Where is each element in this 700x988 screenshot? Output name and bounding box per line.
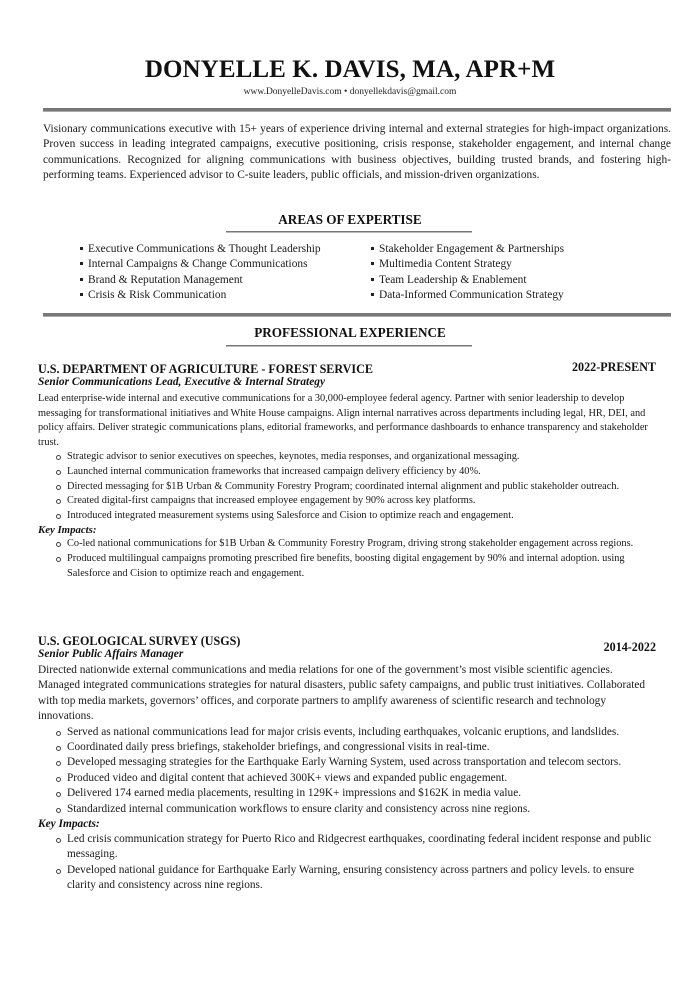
header-divider	[43, 108, 671, 112]
bullet-text: Led crisis communication strategy for Puerto Rico and Ridgecrest earthquakes, coordinating federal incident response and public messaging.	[67, 833, 652, 861]
employer-name: U.S. GEOLOGICAL SURVEY (USGS)	[38, 634, 241, 648]
job-bullets	[38, 450, 656, 523]
square-bullet-icon	[371, 247, 374, 250]
expertise-item	[80, 273, 370, 288]
professional-summary: Visionary communications executive with 15+ years of experience driving internal and external strategies for high-impact organizations. Proven success in leading integrated campaigns, executive positioning, crisis response, stakeholder engagement, and internal change communications. Recognized for aligning communications with business objectives, building trusted brands, and fostering high-performing teams. Experienced advisor to C-suite leaders, public officials, and mission-driven organizations.	[43, 123, 671, 182]
bullet-text: Launched internal communication frameworks that increased campaign delivery efficiency by 40%.	[67, 465, 481, 477]
expertise-item-label: Crisis & Risk Communication	[88, 289, 227, 302]
bullet-text: Strategic advisor to senior executives on speeches, keynotes, media responses, and organizational messaging.	[67, 451, 520, 463]
bullet-text: Standardized internal communication workflows to ensure clarity and consistency across nine regions.	[67, 802, 531, 815]
impact-bullet	[67, 863, 656, 894]
job-title: Senior Public Affairs Manager	[38, 648, 184, 660]
experience-heading-underline	[226, 345, 472, 347]
experience-heading: PROFESSIONAL EXPERIENCE	[254, 325, 446, 340]
circle-bullet-icon	[56, 542, 61, 547]
job-entry	[38, 360, 656, 581]
job-bullet	[67, 725, 656, 740]
job-bullet	[67, 786, 656, 801]
impact-bullet	[67, 537, 656, 552]
expertise-item-label: Executive Communications & Thought Leadership	[88, 243, 321, 255]
job-description: Directed nationwide external communications and media relations for one of the government’s most visible scientific agencies. Managed integrated communications strategies for natural disasters, public safety campaigns, and public trust initiatives. Collaborated with top media markets, governors’ offices, and corporate partners to amplify awareness of scientific research and technology innovations.	[38, 664, 646, 723]
circle-bullet-icon	[56, 777, 61, 782]
circle-bullet-icon	[56, 792, 61, 797]
job-bullet	[67, 509, 656, 524]
job-bullet	[67, 755, 656, 770]
job-dates: 2014-2022	[603, 640, 656, 654]
circle-bullet-icon	[56, 514, 61, 519]
job-bullet	[67, 740, 656, 755]
expertise-item-label: Multimedia Content Strategy	[379, 258, 512, 271]
expertise-divider	[43, 313, 671, 317]
circle-bullet-icon	[56, 557, 61, 562]
circle-bullet-icon	[56, 470, 61, 475]
expertise-item-label: Internal Campaigns & Change Communications	[88, 258, 308, 271]
bullet-text: Produced multilingual campaigns promoting prescribed fire benefits, boosting digital engagement by 90% and internal adoption. using Salesforce and Cision to optimize reach and engagement.	[67, 552, 625, 579]
expertise-item-label: Brand & Reputation Management	[88, 273, 243, 286]
circle-bullet-icon	[56, 746, 61, 751]
job-entry	[38, 632, 656, 894]
bullet-text: Developed messaging strategies for the Earthquake Early Warning System, used across transportation and telecom sectors.	[67, 756, 622, 769]
job-bullet	[67, 494, 656, 509]
job-title: Senior Communications Lead, Executive & Internal Strategy	[38, 376, 326, 388]
bullet-text: Created digital-first campaigns that increased employee engagement by 90% across key platforms.	[67, 495, 476, 507]
expertise-heading-underline	[226, 231, 472, 233]
expertise-item	[80, 257, 370, 272]
job-description: Lead enterprise-wide internal and executive communications for a 30,000-employee federal agency. Partner with senior leadership to develop messaging for transformational initiatives and White House campaigns. Align internal narratives across departments including legal, HR, DEI, and policy affairs. Deliver strategic communications plans, editorial frameworks, and performance dashboards to enhance transparency and stakeholder trust.	[38, 393, 648, 448]
expertise-item-label: Data-Informed Communication Strategy	[379, 289, 564, 302]
key-impacts-list	[38, 537, 656, 581]
expertise-item	[371, 288, 641, 303]
impact-bullet	[67, 832, 656, 863]
impact-bullet	[67, 552, 656, 581]
bullet-text: Delivered 174 earned media placements, resulting in 129K+ impressions and $162K in media value.	[67, 787, 522, 800]
contact-line: www.DonyelleDavis.com • donyellekdavis@gmail.com	[243, 87, 457, 97]
expertise-column-left	[80, 242, 370, 304]
expertise-item	[371, 273, 641, 288]
job-bullet	[67, 771, 656, 786]
expertise-heading: AREAS OF EXPERTISE	[278, 212, 422, 227]
circle-bullet-icon	[56, 499, 61, 504]
square-bullet-icon	[80, 278, 83, 281]
job-bullet	[67, 465, 656, 480]
square-bullet-icon	[371, 293, 374, 296]
bullet-text: Produced video and digital content that achieved 300K+ views and expanded public engagement.	[67, 771, 508, 784]
circle-bullet-icon	[56, 731, 61, 736]
bullet-text: Introduced integrated measurement systems using Salesforce and Cision to optimize reach and engagement.	[67, 509, 514, 521]
job-dates: 2022-PRESENT	[572, 360, 656, 374]
expertise-item-label: Team Leadership & Enablement	[379, 273, 527, 286]
job-header	[38, 360, 656, 375]
square-bullet-icon	[371, 278, 374, 281]
bullet-text: Coordinated daily press briefings, stakeholder briefings, and congressional visits in real-time.	[67, 741, 490, 754]
square-bullet-icon	[371, 262, 374, 265]
circle-bullet-icon	[56, 869, 61, 874]
bullet-text: Served as national communications lead for major crisis events, including earthquakes, volcanic eruptions, and landslides.	[67, 725, 620, 738]
expertise-item	[371, 257, 641, 272]
circle-bullet-icon	[56, 761, 61, 766]
job-bullets	[38, 725, 656, 817]
bullet-text: Co-led national communications for $1B Urban & Community Forestry Program, driving strong stakeholder engagement across regions.	[67, 538, 634, 550]
expertise-column-right	[371, 242, 641, 304]
circle-bullet-icon	[56, 455, 61, 460]
employer-name: U.S. DEPARTMENT OF AGRICULTURE - FOREST SERVICE	[38, 362, 373, 376]
candidate-name: DONYELLE K. DAVIS, MA, APR+M	[144, 56, 556, 83]
circle-bullet-icon	[56, 838, 61, 843]
circle-bullet-icon	[56, 808, 61, 813]
square-bullet-icon	[80, 262, 83, 265]
job-bullet	[67, 480, 656, 495]
key-impacts-label: Key Impacts:	[38, 524, 97, 537]
square-bullet-icon	[80, 247, 83, 250]
expertise-item	[80, 288, 370, 303]
bullet-text: Developed national guidance for Earthquake Early Warning, ensuring consistency across partners and policy levels. to ensure clarity and consistency across nine regions.	[67, 863, 634, 892]
expertise-item-label: Stakeholder Engagement & Partnerships	[379, 243, 565, 255]
bullet-text: Directed messaging for $1B Urban & Community Forestry Program; coordinated internal alignment and public stakeholder outreach.	[67, 480, 620, 492]
square-bullet-icon	[80, 293, 83, 296]
circle-bullet-icon	[56, 485, 61, 490]
expertise-item	[371, 242, 641, 257]
key-impacts-list	[38, 832, 656, 894]
job-bullet	[67, 450, 656, 465]
expertise-item	[80, 242, 370, 257]
key-impacts-label: Key Impacts:	[38, 818, 100, 831]
job-bullet	[67, 802, 656, 817]
